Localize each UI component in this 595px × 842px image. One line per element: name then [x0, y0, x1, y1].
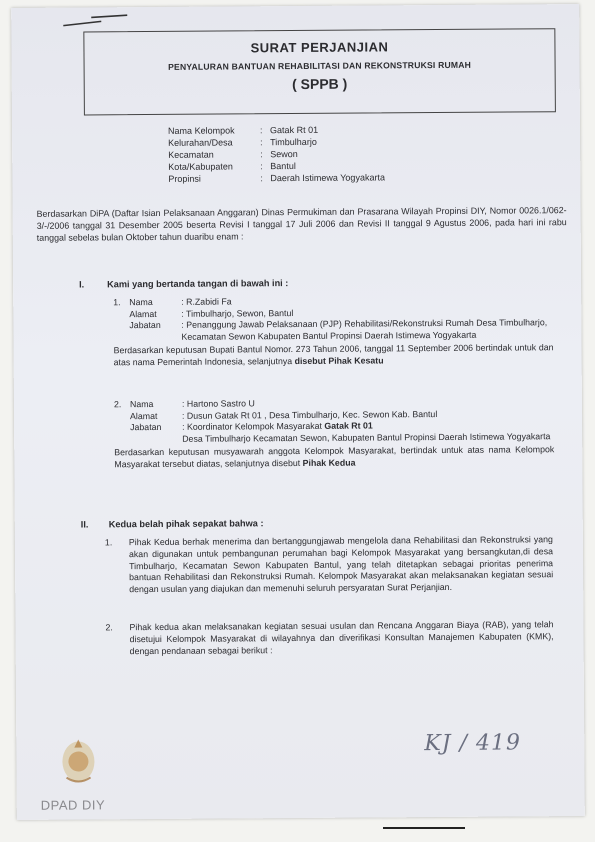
- party-1: 1. Nama : R.Zabidi Fa Alamat : Timbulharjo, Sewon, Bantul Jabatan : Penanggung Jawab Pelaksanaan (PJP) Rehabilitasi/Rekonstruksi Rumah Desa Timbulharjo, Kecamatan Sewon Kabupaten Bantul Propinsi Daerah Istimewa Yogyakarta Berdasarkan keputusan Bupati Bantul Nomor. 273 Tahun 2006, tanggal 11 September 2006 bertindak untuk dan atas nama Pemerintah Indonesia, selanjutnya disebut Pihak Kesatu: [113, 296, 554, 367]
- document-page: [11, 4, 585, 820]
- info-row: Propinsi : Daerah Istimewa Yogyakarta: [168, 172, 385, 184]
- info-row: Kota/Kabupaten : Bantul: [168, 161, 296, 172]
- watermark: DPAD DIY: [40, 797, 106, 813]
- footer-rule: [383, 827, 465, 829]
- document-subtitle: PENYALURAN BANTUAN REHABILITASI DAN REKONSTRUKSI RUMAH: [168, 59, 472, 72]
- party-1-note: Berdasarkan keputusan Bupati Bantul Nomor. 273 Tahun 2006, tanggal 11 September 2006 bertindak untuk dan atas nama Pemerintah Indonesia, selanjutnya disebut Pihak Kesatu: [113, 342, 554, 367]
- party-2-note: Berdasarkan keputusan musyawarah anggota Kelompok Masyarakat, bertindak untuk atas nama Kelompok Masyarakat tersebut diatas, selanjutnya disebut Pihak Kedua: [114, 444, 555, 469]
- list-item: 2. Pihak kedua akan melaksanakan kegiatan sesuai usulan dan Rencana Anggaran Biaya (RAB), yang telah disetujui Kelompok Masyarakat di wilayahnya dan diverifikasi Konsultan Manajemen Kabupaten (KMK), dengan pendanaan sebagai berikut :: [105, 619, 554, 656]
- list-item: 1. Pihak Kedua berhak menerima dan bertanggungjawab mengelola dana Rehabilitasi dan Rekonstruksi yang akan digunakan untuk pembangunan perumahan bagi Kelompok Masyarakat yang bersangkutan,di desa Timbulharjo, Kecamatan Sewon Kabupaten Bantul, yang telah ditetapkan sebagai prioritas penerima bantuan Rehabilitasi dan Rekonstruksi Rumah. Kelompok Masyarakat akan melaksanakan kegiatan sesuai dengan usulan yang diajukan dan memenuhi seluruh persyaratan Surat Perjanjian.: [104, 534, 554, 595]
- section-1-heading: I. Kami yang bertanda tangan di bawah ini :: [79, 278, 289, 290]
- handwritten-note: KJ / 419: [424, 730, 522, 757]
- info-row: Kelurahan/Desa : Timbulharjo: [168, 136, 317, 148]
- title-box: [83, 28, 556, 115]
- info-row: Nama Kelompok : Gatak Rt 01: [167, 124, 319, 136]
- intro-paragraph: Berdasarkan DiPA (Daftar Isian Pelaksanaan Anggaran) Dinas Permukiman dan Prasarana Wilayah Propinsi DIY, Nomor 0026.1/062-3/-/2006 tanggal 31 Desember 2005 beserta Revisi I tanggal 17 Juli 2006 dan Revisi II tanggal 9 Agustus 2006, pada hari ini rabu tanggal sebelas bulan Oktober tahun duaribu enam :: [36, 205, 567, 243]
- group-info: [168, 123, 385, 185]
- party-2: 2. Nama : Hartono Sastro U Alamat : Dusun Gatak Rt 01 , Desa Timbulharjo, Kec. Sewon Kab. Bantul Jabatan : Koordinator Kelompok Masyarakat Gatak Rt 01 Desa Timbulharjo Kecamatan Sewon, Kabupaten Bantul Propinsi Daerah Istimewa Yogyakarta Berdasarkan keputusan musyawarah anggota Kelompok Masyarakat, bertindak untuk atas nama Kelompok Masyarakat tersebut diatas, selanjutnya disebut Pihak Kedua: [113, 398, 555, 469]
- info-row: Kecamatan : Sewon: [168, 148, 298, 160]
- seal-logo-icon: [56, 733, 100, 787]
- section-2-heading: II. Kedua belah pihak sepakat bahwa :: [80, 518, 264, 530]
- document-title: SURAT PERJANJIAN: [250, 39, 389, 56]
- document-code: ( SPPB ): [292, 75, 348, 93]
